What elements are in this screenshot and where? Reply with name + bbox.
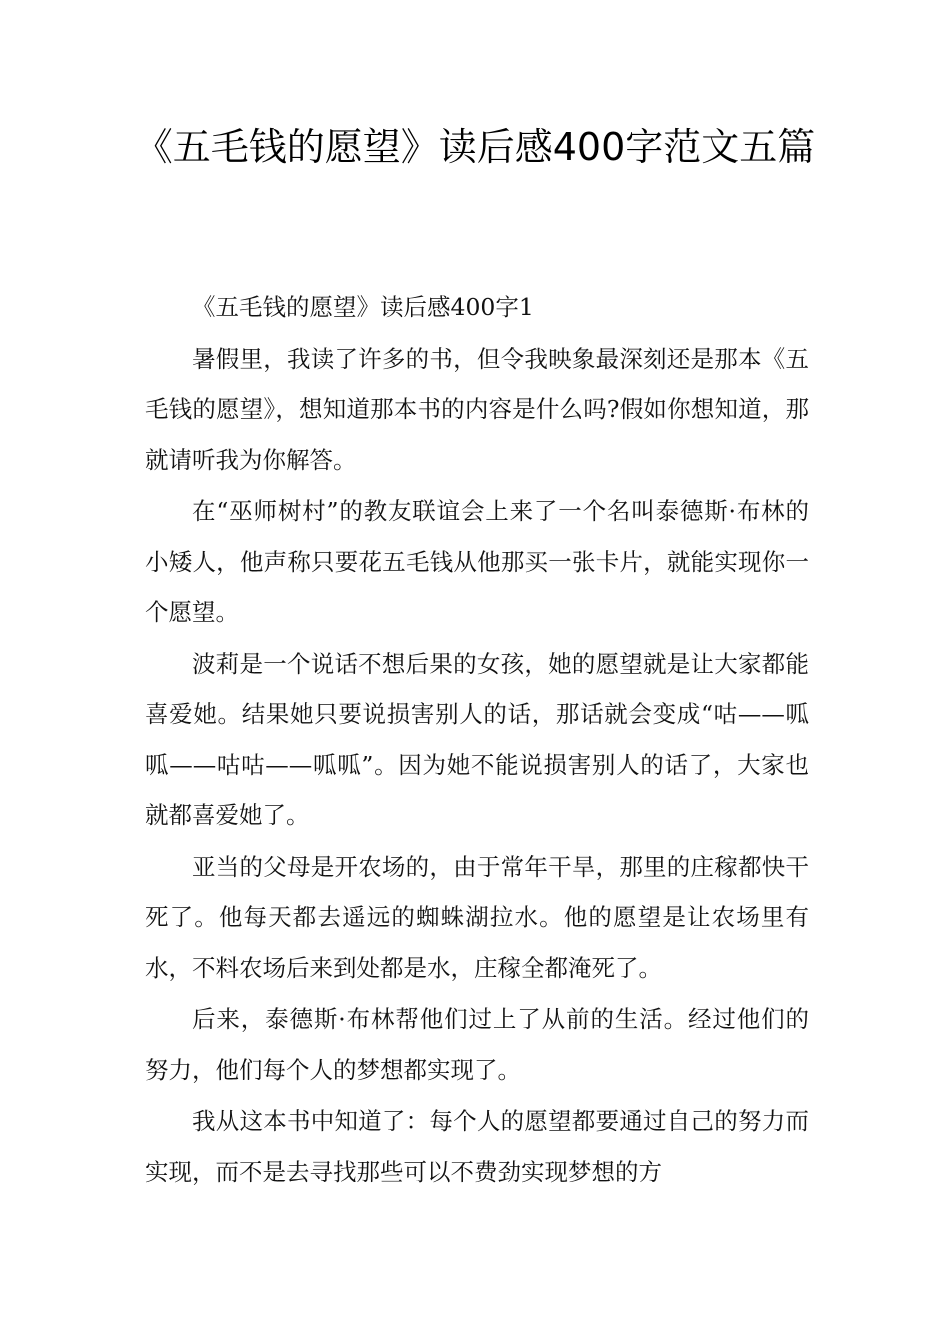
- paragraph-3: 波莉是一个说话不想后果的女孩，她的愿望就是让大家都能喜爱她。结果她只要说损害别人的话，那话就会变成“咕——呱呱——咕咕——呱呱”。因为她不能说损害别人的话了，大家也就都喜爱她了。: [145, 649, 809, 829]
- paragraph-6: 我从这本书中知道了：每个人的愿望都要通过自己的努力而实现，而不是去寻找那些可以不费劲实现梦想的方: [145, 1107, 809, 1186]
- paragraph-4: 亚当的父母是开农场的，由于常年干旱，那里的庄稼都快干死了。他每天都去遥远的蜘蛛湖拉水。他的愿望是让农场里有水，不料农场后来到处都是水，庄稼全都淹死了。: [145, 852, 809, 982]
- section-heading: 《五毛钱的愿望》读后感400字1: [192, 293, 534, 321]
- paragraph-5: 后来，泰德斯·布林帮他们过上了从前的生活。经过他们的努力，他们每个人的梦想都实现了。: [145, 1005, 809, 1084]
- document-title: 《五毛钱的愿望》读后感400字范文五篇: [134, 125, 816, 169]
- document-body: [145, 282, 809, 1198]
- paragraph-1: 暑假里，我读了许多的书，但令我映象最深刻还是那本《五毛钱的愿望》，想知道那本书的内容是什么吗?假如你想知道，那就请听我为你解答。: [145, 344, 809, 474]
- paragraph-2: 在“巫师树村”的教友联谊会上来了一个名叫泰德斯·布林的小矮人，他声称只要花五毛钱从他那买一张卡片，就能实现你一个愿望。: [145, 497, 809, 626]
